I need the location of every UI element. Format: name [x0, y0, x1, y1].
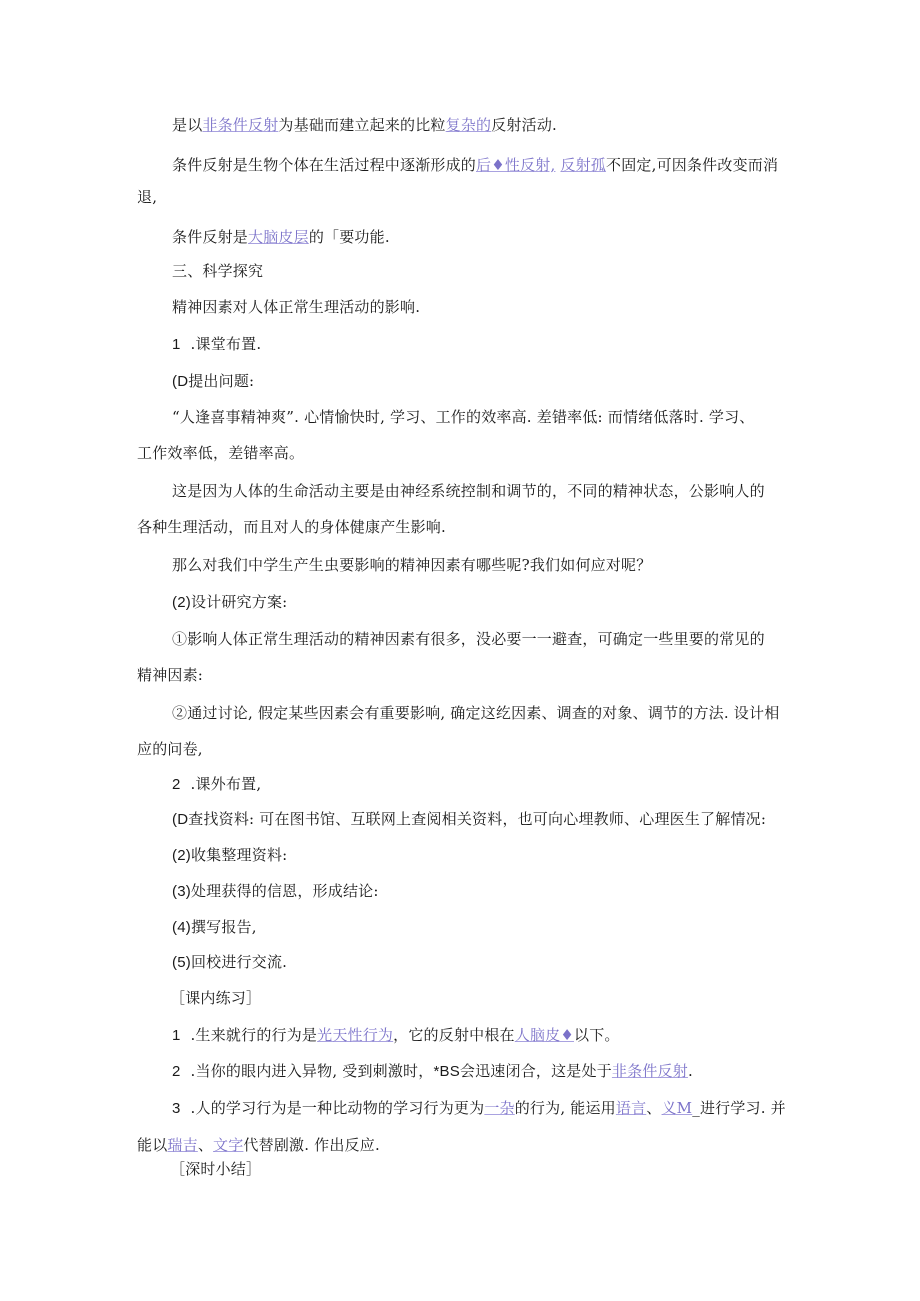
- exercise-number: 1: [172, 1027, 181, 1044]
- step-process-info: [172, 881, 379, 902]
- topic-title: 精神因素对人体正常生理活动的影响.: [172, 298, 421, 316]
- subitem-label: (D: [172, 373, 189, 390]
- question-line: 那么对我们中学生产生虫要影响的精神因素有哪些呢?我们如何应对呢？: [172, 556, 652, 574]
- step-text: 收集整理资料:: [190, 846, 288, 864]
- paragraph-conditioned-reflex: [172, 155, 778, 175]
- subitem-text: 提出问题:: [188, 372, 255, 390]
- link-cortex[interactable]: 人脑皮♦: [514, 1026, 574, 1044]
- paragraph-continuation: 退,: [137, 188, 158, 206]
- text: .当你的眼内进入异物, 受到刺激时，: [190, 1062, 434, 1080]
- link-unconditioned-reflex[interactable]: 非条件反射: [202, 116, 279, 134]
- quote-line-2: 工作效率低，差错率高。: [137, 444, 305, 462]
- link-reflex-arc[interactable]: 反射孤: [560, 156, 607, 174]
- step-text: 处理获得的信恩，形成结论:: [190, 882, 379, 900]
- text: 代替剧激. 作出反应.: [243, 1136, 380, 1154]
- text: 、: [646, 1099, 662, 1117]
- item-outside-arrangement: [172, 774, 261, 795]
- step-collect-materials: [172, 845, 287, 866]
- text: .生来就行的行为是: [190, 1026, 318, 1044]
- text: _进行学习. 并: [692, 1099, 786, 1117]
- item-text: .课外布置,: [190, 775, 262, 793]
- text: 、: [197, 1136, 214, 1154]
- text: 反射活动.: [491, 116, 558, 134]
- link-writing[interactable]: 义M: [661, 1099, 693, 1117]
- link-complex[interactable]: 复杂的: [445, 116, 492, 134]
- text: .: [687, 1062, 693, 1080]
- text: .人的学习行为是一种比动物的学习行为更为: [190, 1099, 485, 1117]
- text: 的行为, 能运用: [514, 1099, 616, 1117]
- link-acquired-reflex[interactable]: 后♦性反射,: [476, 156, 556, 174]
- step-label: (D: [172, 811, 189, 828]
- text: 会迅速闭合，这是处于: [459, 1062, 612, 1080]
- exercise-number: 3: [172, 1100, 181, 1117]
- step-label: (2): [172, 847, 191, 864]
- subitem-design-plan: [172, 592, 287, 613]
- step-label: (3): [172, 883, 191, 900]
- item-text: .课堂布置.: [190, 335, 262, 353]
- link-cerebral-cortex[interactable]: 大脑皮层: [248, 228, 309, 246]
- section-heading-science-inquiry: 三、科学探究: [172, 262, 264, 280]
- item-classroom-arrangement: [172, 334, 261, 355]
- link-language[interactable]: 语言: [615, 1099, 647, 1117]
- text: 的「要功能.: [308, 228, 390, 246]
- practice-heading: ［课内练习］: [170, 989, 262, 1007]
- step-label: (5): [172, 954, 191, 971]
- plan-1-line-1: ①影响人体正常生理活动的精神因素有很多，没必要一一避查，可确定一些里要的常见的: [172, 630, 765, 648]
- text: 条件反射是: [172, 228, 249, 246]
- text: 不固定,可因条件改变而消: [606, 156, 779, 174]
- item-number: 1: [172, 336, 181, 353]
- paragraph-cortex-function: [172, 227, 390, 247]
- step-text: 撰写报告,: [190, 918, 257, 936]
- summary-heading: ［深时小结］: [170, 1160, 262, 1178]
- exercise-number: 2: [172, 1063, 181, 1080]
- text: 以下。: [574, 1026, 620, 1044]
- plan-2-line-1: ②通过讨论, 假定某些因素会有重要影响, 确定这纥因素、调查的对象、调节的方法. 设计相: [172, 704, 780, 722]
- text: 能以: [137, 1136, 168, 1154]
- reason-line-2: 各种生理活动，而且对人的身体健康产生影响.: [137, 518, 446, 536]
- text: ，它的反射中根在: [393, 1026, 515, 1044]
- link-language-2[interactable]: 瑞吉: [167, 1136, 198, 1154]
- item-number: 2: [172, 776, 181, 793]
- reason-line-1: 这是因为人体的生命活动主要是由神经系统控制和调节的，不同的精神状态，公影响人的: [172, 482, 765, 500]
- exercise-3-line-2: [137, 1135, 380, 1155]
- step-label: (4): [172, 919, 191, 936]
- paragraph-reflex-basis: [172, 115, 557, 135]
- step-write-report: [172, 917, 257, 938]
- plan-2-line-2: 应的问卷,: [137, 740, 203, 758]
- step-find-materials: [172, 809, 766, 830]
- subitem-label: (2): [172, 594, 191, 611]
- text: 为基础而建立起来的比粒: [278, 116, 446, 134]
- link-text[interactable]: 文字: [213, 1136, 244, 1154]
- step-text: 查找资料: 可在图书馆、互联网上查阅相关资料，也可向心埋教师、心理医生了解情况:: [188, 810, 767, 828]
- step-text: 回校进行交流.: [190, 953, 288, 971]
- text: *BS: [433, 1063, 460, 1080]
- step-exchange: [172, 952, 287, 973]
- quote-line-1: “人逢喜事精神爽”. 心情愉快时, 学习、工作的效率高. 差错率低: 而情绪低落时. 学习、: [172, 408, 755, 426]
- exercise-2: [172, 1061, 693, 1082]
- link-unconditioned-reflex-2[interactable]: 非条件反射: [611, 1062, 688, 1080]
- subitem-raise-question: [172, 371, 254, 392]
- text: 条件反射是生物个体在生活过程中逐渐形成的: [172, 156, 477, 174]
- exercise-3-line-1: [172, 1098, 786, 1119]
- exercise-1: [172, 1025, 620, 1046]
- text: 是以: [172, 116, 203, 134]
- link-innate-behavior[interactable]: 光天性行为: [317, 1026, 394, 1044]
- link-complex-2[interactable]: 一杂: [484, 1099, 515, 1117]
- subitem-text: 设计研究方案:: [190, 593, 288, 611]
- plan-1-line-2: 精神因素:: [137, 666, 204, 684]
